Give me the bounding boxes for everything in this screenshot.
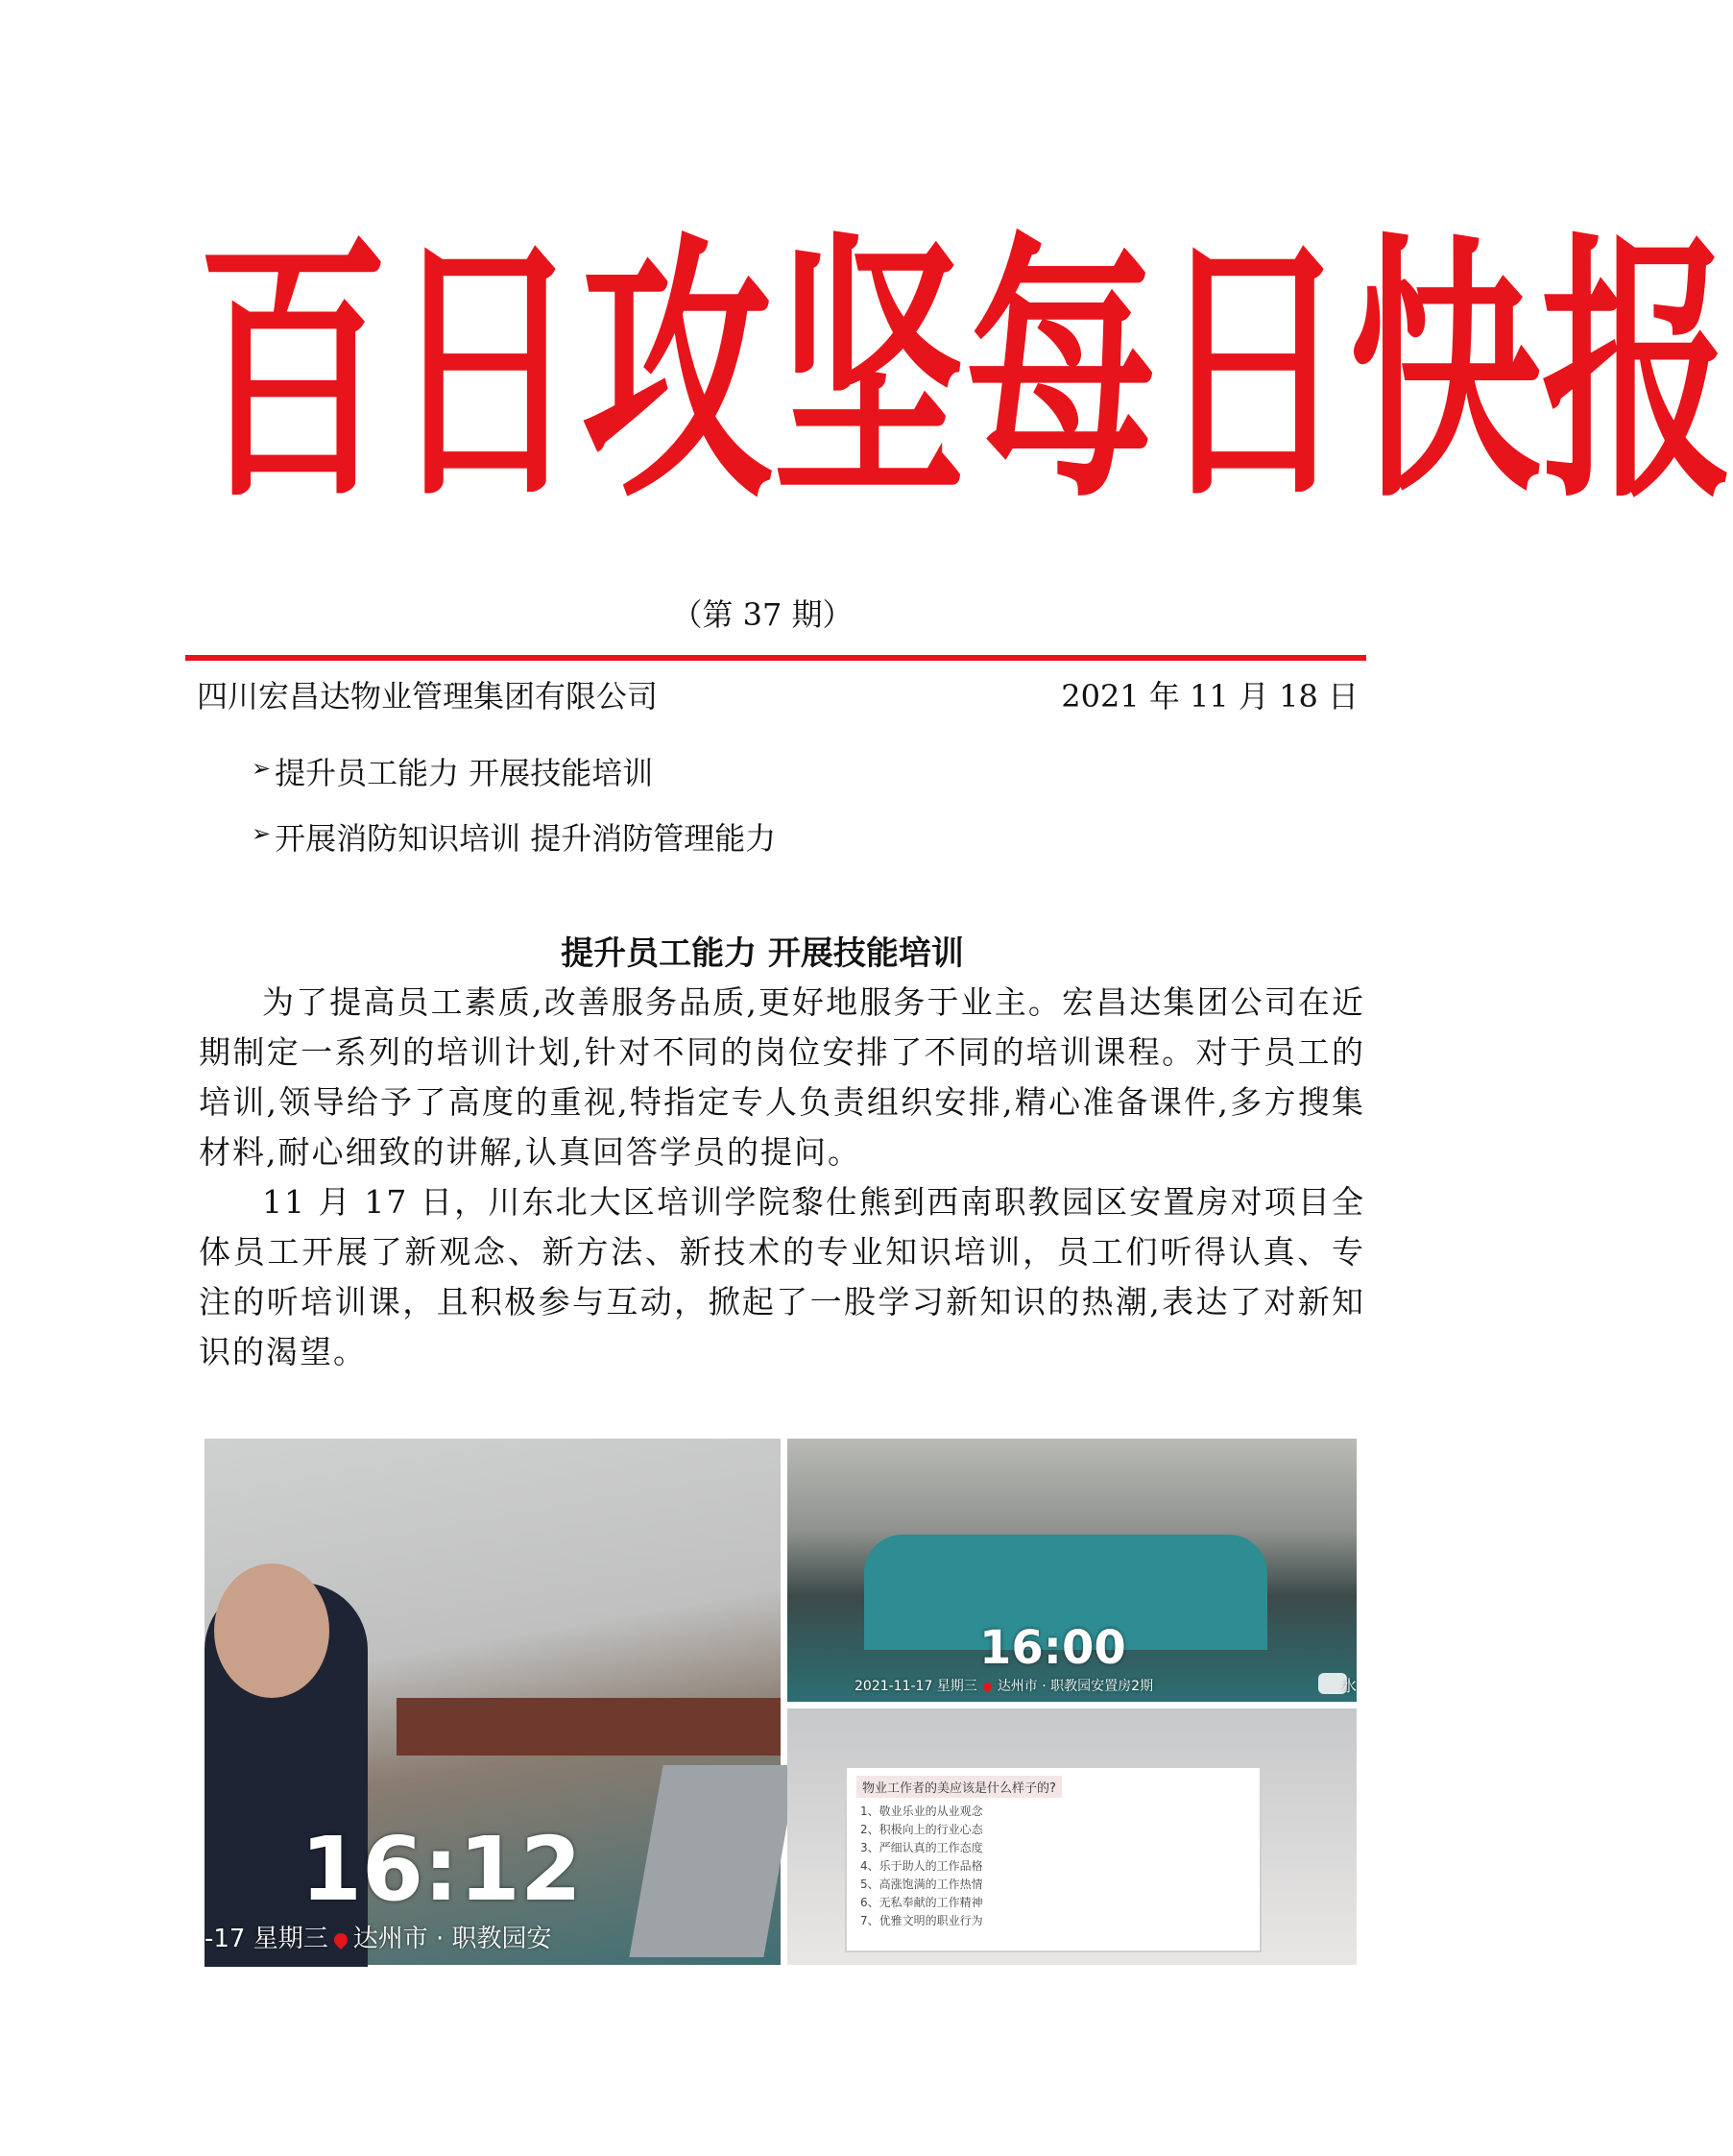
training-photo-audience <box>787 1439 1357 1702</box>
slide-list-item: 4、乐于助人的工作品格 <box>860 1859 983 1873</box>
toc-item-text: 提升员工能力 开展技能培训 <box>275 755 654 791</box>
desk-shape <box>397 1698 781 1756</box>
training-photo-lecturer <box>205 1439 781 1965</box>
slide-list-item: 2、积极向上的行业心态 <box>860 1823 983 1836</box>
presentation-slide <box>845 1766 1262 1952</box>
lecturer-head <box>214 1563 329 1698</box>
photo-date: -17 星期三 <box>205 1925 328 1953</box>
masthead-title <box>197 211 1733 537</box>
table-of-contents <box>252 749 776 880</box>
photo-timestamp: 16:12 <box>301 1818 582 1921</box>
photo-collage <box>205 1439 1357 1967</box>
photo-meta <box>854 1676 1153 1695</box>
slide-list-item: 6、无私奉献的工作精神 <box>860 1896 983 1909</box>
arrow-bullet-icon: ➢ <box>252 820 272 847</box>
article-paragraph: 为了提高员工素质,改善服务品质,更好地服务于业主。宏昌达集团公司在近期制定一系列的培训计划,针对不同的岗位安排了不同的培训课程。对于员工的培训,领导给予了高度的重视,特指定专人负责组织安排,精心准备课件,多方搜集材料,耐心细致的讲解,认真回答学员的提问。 <box>199 983 1365 1171</box>
masthead-char: 攻 <box>581 211 774 537</box>
watermark-badge: 水 <box>1340 1677 1357 1695</box>
article-title: 提升员工能力 开展技能培训 <box>561 934 964 973</box>
masthead-char: 快 <box>1349 211 1542 537</box>
toc-item-text: 开展消防知识培训 提升消防管理能力 <box>275 820 777 857</box>
photo-location: 达州市 · 职教园安置房2期 <box>997 1679 1154 1694</box>
masthead-char: 日 <box>389 211 582 537</box>
photo-meta <box>205 1919 552 1954</box>
article-paragraph: 11 月 17 日，川东北大区培训学院黎仕熊到西南职教园区安置房对项目全体员工开展了新观念、新方法、新技术的专业知识培训，员工们听得认真、专注的听培训课，且积极参与互动，掀起了一股学习新知识的热潮,表达了对新知识的渴望。 <box>199 1183 1365 1370</box>
photo-timestamp: 16:00 <box>979 1621 1126 1675</box>
arrow-bullet-icon: ➢ <box>252 755 272 782</box>
masthead-char: 坚 <box>773 211 966 537</box>
training-photo-slide <box>787 1708 1357 1965</box>
slide-list-item: 3、严细认真的工作态度 <box>860 1841 983 1854</box>
issue-number: （第 37 期） <box>671 596 854 633</box>
location-pin-icon <box>331 1930 350 1950</box>
org-name: 四川宏昌达物业管理集团有限公司 <box>197 678 659 715</box>
photo-date: 2021-11-17 星期三 <box>854 1679 977 1694</box>
toc-item <box>252 749 776 814</box>
masthead-char: 每 <box>965 211 1158 537</box>
masthead-char: 百 <box>197 211 390 537</box>
org-line <box>197 672 1359 716</box>
toc-item <box>252 814 776 880</box>
article-body <box>199 978 1365 1377</box>
photo-location: 达州市 · 职教园安 <box>352 1925 552 1953</box>
masthead-char: 日 <box>1157 211 1350 537</box>
slide-list-item: 5、高涨饱满的工作热情 <box>860 1877 983 1891</box>
slide-title: 物业工作者的美应该是什么样子的? <box>856 1776 1062 1798</box>
location-pin-icon <box>981 1681 994 1693</box>
slide-list-item: 7、优雅文明的职业行为 <box>860 1914 983 1927</box>
header-divider <box>185 655 1366 661</box>
laptop-shape <box>629 1765 797 1957</box>
slide-list-item: 1、敬业乐业的从业观念 <box>860 1805 983 1818</box>
slide-list <box>860 1803 983 1930</box>
publish-date: 2021 年 11 月 18 日 <box>1061 678 1359 715</box>
masthead-char: 报 <box>1541 211 1733 537</box>
